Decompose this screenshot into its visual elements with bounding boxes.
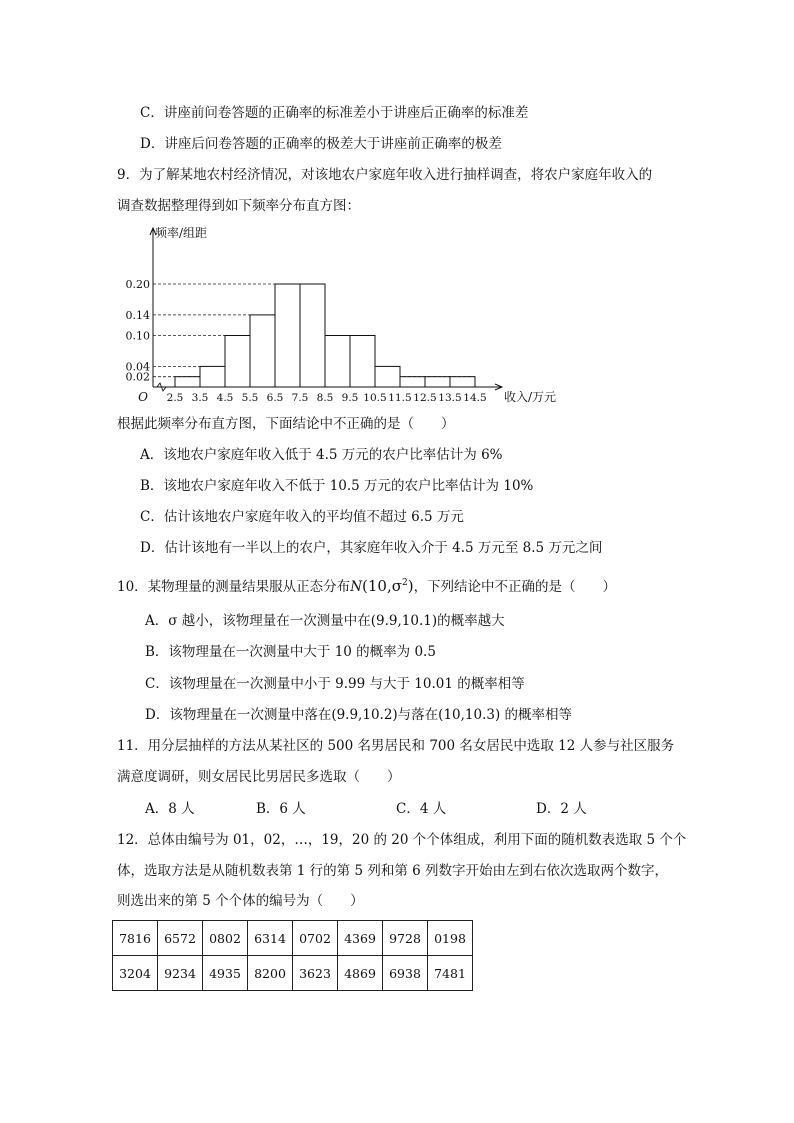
- q10-formula-sup: 2: [401, 578, 408, 588]
- origin-label: O: [138, 390, 148, 404]
- x-tick-label: 5.5: [241, 392, 259, 404]
- histogram-bar: [400, 377, 425, 387]
- table-cell: 0802: [203, 921, 248, 956]
- table-cell: 6314: [248, 921, 293, 956]
- table-cell: 4935: [203, 956, 248, 991]
- q10-stem-pre: 10．某物理量的测量结果服从正态分布: [117, 579, 351, 595]
- q10-stem: [117, 573, 616, 597]
- q9-option-a: A．该地农户家庭年收入低于 4.5 万元的农户比率估计为 6%: [140, 447, 503, 463]
- histogram-bar: [300, 284, 325, 387]
- y-tick-label: 0.14: [125, 308, 150, 322]
- q11-stem-line2: 满意度调研，则女居民比男居民多选取（ ）: [117, 769, 401, 785]
- table-row: [113, 921, 473, 956]
- x-tick-label: 3.5: [191, 392, 209, 404]
- q10-option-b: B．该物理量在一次测量中大于 10 的概率为 0.5: [145, 644, 436, 660]
- table-cell: 8200: [248, 956, 293, 991]
- q9-option-d: D．估计该地有一半以上的农户，其家庭年收入介于 4.5 万元至 8.5 万元之间: [140, 540, 603, 556]
- histogram-bar: [450, 377, 475, 387]
- x-tick-label: 12.5: [413, 392, 437, 404]
- q10-formula-inner: 10,σ: [367, 577, 402, 595]
- random-number-table: [112, 920, 473, 991]
- x-tick-label: 13.5: [438, 392, 462, 404]
- q11-option-c: C．4 人: [396, 801, 447, 817]
- x-tick-label: 2.5: [166, 392, 184, 404]
- table-cell: 0198: [428, 921, 473, 956]
- q12-stem-line1: 12．总体由编号为 01，02，…，19，20 的 20 个个体组成，利用下面的随机数表选取 5 个个: [117, 832, 687, 848]
- table-cell: 6572: [158, 921, 203, 956]
- q11-option-b: B．6 人: [256, 801, 306, 817]
- q11-option-d: D．2 人: [536, 801, 587, 817]
- x-tick-label: 11.5: [388, 392, 412, 404]
- x-axis-title: 收入/万元: [504, 390, 557, 404]
- y-tick-label: 0.02: [125, 370, 150, 384]
- q9-option-c: C．估计该地农户家庭年收入的平均值不超过 6.5 万元: [140, 509, 464, 525]
- q8-option-c: C．讲座前问卷答题的正确率的标准差小于讲座后正确率的标准差: [140, 105, 529, 121]
- q9-option-b: B．该地农户家庭年收入不低于 10.5 万元的农户比率估计为 10%: [140, 478, 534, 494]
- q8-option-d: D．讲座后问卷答题的正确率的极差大于讲座前正确率的极差: [140, 136, 502, 152]
- table-cell: 7481: [428, 956, 473, 991]
- q10-stem-post: ，下列结论中不正确的是（ ）: [413, 579, 617, 595]
- x-tick-label: 4.5: [216, 392, 234, 404]
- histogram-bar: [375, 366, 400, 387]
- q10-formula-body: $(10,\sigma^2)$: [362, 577, 414, 595]
- q11-stem-line1: 11．用分层抽样的方法从某社区的 500 名男居民和 700 名女居民中选取 12 人参与社区服务: [117, 738, 675, 754]
- q10-option-c: C．该物理量在一次测量中小于 9.99 与大于 10.01 的概率相等: [145, 676, 525, 692]
- q9-stem-line1: 9．为了解某地农村经济情况，对该地农户家庭年收入进行抽样调查，将农户家庭年收入的: [117, 167, 653, 183]
- q10-formula: [350, 579, 362, 595]
- table-cell: 3204: [113, 956, 158, 991]
- x-tick-label: 9.5: [341, 392, 359, 404]
- x-tick-label: 8.5: [316, 392, 334, 404]
- frequency-histogram: [120, 220, 570, 410]
- q10-option-a: A．σ 越小，该物理量在一次测量中在(9.9,10.1)的概率越大: [145, 613, 505, 629]
- histogram-bar: [250, 315, 275, 387]
- q12-stem-line3: 则选出来的第 5 个个体的编号为（ ）: [117, 893, 364, 909]
- x-tick-label: 10.5: [363, 392, 387, 404]
- histogram-bar: [350, 336, 375, 388]
- y-axis-title: 频率/组距: [155, 226, 208, 240]
- table-cell: 6938: [383, 956, 428, 991]
- x-tick-label: 14.5: [463, 392, 487, 404]
- q11-option-a: A．8 人: [145, 801, 195, 817]
- table-cell: 9728: [383, 921, 428, 956]
- table-cell: 4369: [338, 921, 383, 956]
- histogram-bar: [275, 284, 300, 387]
- q10-option-d: D．该物理量在一次测量中落在(9.9,10.2)与落在(10,10.3) 的概率相等: [145, 707, 573, 723]
- histogram-bar: [175, 377, 200, 387]
- y-tick-label: 0.20: [125, 278, 150, 291]
- x-tick-label: 7.5: [291, 392, 309, 404]
- histogram-bar: [425, 377, 450, 387]
- q9-question: 根据此频率分布直方图，下面结论中不正确的是（ ）: [117, 416, 455, 432]
- q12-stem-line2: 体，选取方法是从随机数表第 1 行的第 5 列和第 6 列数字开始由左到右依次选取两个数字，: [117, 863, 669, 879]
- table-cell: 4869: [338, 956, 383, 991]
- histogram-bar: [225, 336, 250, 388]
- table-cell: 7816: [113, 921, 158, 956]
- histogram-bar: [200, 366, 225, 387]
- q10-formula-n: N: [350, 579, 362, 595]
- histogram-bar: [325, 336, 350, 388]
- q9-stem-line2: 调查数据整理得到如下频率分布直方图：: [117, 198, 360, 214]
- table-cell: 3623: [293, 956, 338, 991]
- y-tick-label: 0.04: [125, 360, 150, 374]
- table-row: [113, 956, 473, 991]
- table-cell: 0702: [293, 921, 338, 956]
- x-tick-label: 6.5: [266, 392, 284, 404]
- y-tick-label: 0.10: [125, 329, 150, 343]
- table-cell: 9234: [158, 956, 203, 991]
